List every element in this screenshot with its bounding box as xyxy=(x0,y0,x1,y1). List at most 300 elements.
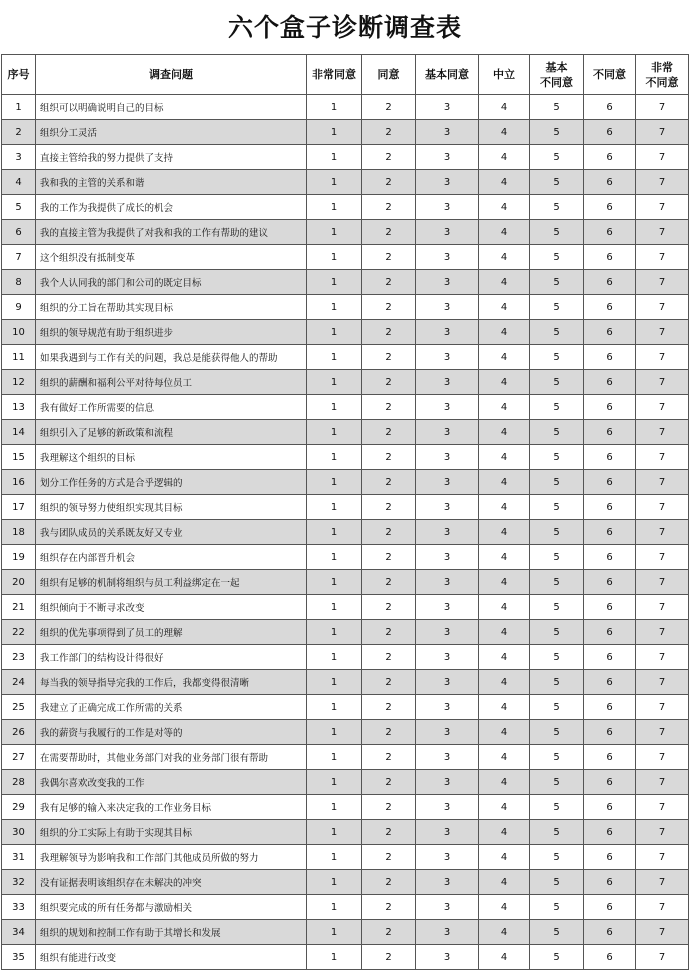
rating-option[interactable]: 1 xyxy=(307,345,362,370)
rating-option[interactable]: 5 xyxy=(530,120,584,145)
rating-option[interactable]: 7 xyxy=(636,195,689,220)
rating-option[interactable]: 1 xyxy=(307,195,362,220)
rating-option[interactable]: 1 xyxy=(307,895,362,920)
rating-option[interactable]: 4 xyxy=(479,595,530,620)
rating-option[interactable]: 1 xyxy=(307,220,362,245)
rating-option[interactable]: 7 xyxy=(636,470,689,495)
rating-option[interactable]: 5 xyxy=(530,545,584,570)
rating-option[interactable]: 3 xyxy=(416,745,479,770)
table-row xyxy=(2,695,689,720)
rating-option[interactable]: 1 xyxy=(307,820,362,845)
rating-option[interactable]: 4 xyxy=(479,620,530,645)
rating-option[interactable]: 6 xyxy=(584,745,636,770)
rating-option[interactable]: 5 xyxy=(530,445,584,470)
rating-option[interactable]: 1 xyxy=(307,945,362,970)
rating-option[interactable]: 4 xyxy=(479,295,530,320)
table-row xyxy=(2,820,689,845)
rating-option[interactable]: 6 xyxy=(584,945,636,970)
rating-option[interactable]: 3 xyxy=(416,870,479,895)
rating-option[interactable]: 3 xyxy=(416,345,479,370)
rating-option[interactable]: 1 xyxy=(307,570,362,595)
rating-option[interactable]: 1 xyxy=(307,770,362,795)
rating-option[interactable]: 2 xyxy=(362,595,416,620)
rating-option[interactable]: 7 xyxy=(636,820,689,845)
table-row xyxy=(2,420,689,445)
row-number: 20 xyxy=(2,570,36,595)
row-number: 1 xyxy=(2,95,36,120)
rating-option[interactable]: 4 xyxy=(479,870,530,895)
rating-option[interactable]: 3 xyxy=(416,395,479,420)
header-row xyxy=(2,55,689,95)
row-number: 28 xyxy=(2,770,36,795)
rating-option[interactable]: 5 xyxy=(530,845,584,870)
rating-option[interactable]: 6 xyxy=(584,95,636,120)
rating-option[interactable]: 4 xyxy=(479,95,530,120)
row-number: 7 xyxy=(2,245,36,270)
rating-option[interactable]: 3 xyxy=(416,270,479,295)
rating-option[interactable]: 7 xyxy=(636,870,689,895)
question-text: 我的工作为我提供了成长的机会 xyxy=(36,195,307,220)
rating-option[interactable]: 6 xyxy=(584,345,636,370)
question-text: 在需要帮助时，其他业务部门对我的业务部门很有帮助 xyxy=(36,745,307,770)
question-text: 组织可以明确说明自己的目标 xyxy=(36,95,307,120)
rating-option[interactable]: 6 xyxy=(584,445,636,470)
table-row xyxy=(2,370,689,395)
rating-option[interactable]: 1 xyxy=(307,520,362,545)
rating-option[interactable]: 2 xyxy=(362,545,416,570)
rating-option[interactable]: 7 xyxy=(636,620,689,645)
rating-option[interactable]: 7 xyxy=(636,920,689,945)
rating-option[interactable]: 1 xyxy=(307,95,362,120)
rating-option[interactable]: 5 xyxy=(530,670,584,695)
rating-option[interactable]: 6 xyxy=(584,270,636,295)
question-text: 组织的分工旨在帮助其实现目标 xyxy=(36,295,307,320)
rating-option[interactable]: 5 xyxy=(530,695,584,720)
rating-option[interactable]: 5 xyxy=(530,370,584,395)
rating-option[interactable]: 3 xyxy=(416,470,479,495)
rating-option[interactable]: 2 xyxy=(362,720,416,745)
rating-option[interactable]: 2 xyxy=(362,220,416,245)
table-row xyxy=(2,770,689,795)
rating-option[interactable]: 3 xyxy=(416,695,479,720)
rating-option[interactable]: 1 xyxy=(307,870,362,895)
rating-option[interactable]: 3 xyxy=(416,795,479,820)
rating-option[interactable]: 5 xyxy=(530,820,584,845)
question-text: 我的直接主管为我提供了对我和我的工作有帮助的建议 xyxy=(36,220,307,245)
rating-option[interactable]: 3 xyxy=(416,445,479,470)
rating-option[interactable]: 1 xyxy=(307,295,362,320)
table-row xyxy=(2,670,689,695)
rating-option[interactable]: 1 xyxy=(307,745,362,770)
rating-option[interactable]: 5 xyxy=(530,195,584,220)
rating-option[interactable]: 5 xyxy=(530,295,584,320)
question-text: 我理解这个组织的目标 xyxy=(36,445,307,470)
question-text: 组织的薪酬和福利公平对待每位员工 xyxy=(36,370,307,395)
rating-option[interactable]: 2 xyxy=(362,570,416,595)
rating-option[interactable]: 4 xyxy=(479,920,530,945)
rating-option[interactable]: 2 xyxy=(362,470,416,495)
rating-option[interactable]: 3 xyxy=(416,195,479,220)
rating-option[interactable]: 4 xyxy=(479,795,530,820)
question-text: 没有证据表明该组织存在未解决的冲突 xyxy=(36,870,307,895)
rating-option[interactable]: 7 xyxy=(636,270,689,295)
rating-option[interactable]: 1 xyxy=(307,695,362,720)
rating-option[interactable]: 7 xyxy=(636,295,689,320)
rating-option[interactable]: 6 xyxy=(584,220,636,245)
table-row xyxy=(2,295,689,320)
rating-option[interactable]: 6 xyxy=(584,395,636,420)
survey-body xyxy=(2,95,689,970)
rating-option[interactable]: 2 xyxy=(362,920,416,945)
rating-option[interactable]: 5 xyxy=(530,495,584,520)
rating-option[interactable]: 3 xyxy=(416,520,479,545)
rating-option[interactable]: 3 xyxy=(416,720,479,745)
row-number: 11 xyxy=(2,345,36,370)
rating-option[interactable]: 4 xyxy=(479,895,530,920)
rating-option[interactable]: 6 xyxy=(584,795,636,820)
rating-option[interactable]: 2 xyxy=(362,195,416,220)
rating-option[interactable]: 1 xyxy=(307,470,362,495)
rating-option[interactable]: 3 xyxy=(416,895,479,920)
rating-option[interactable]: 7 xyxy=(636,720,689,745)
rating-option[interactable]: 1 xyxy=(307,370,362,395)
rating-option[interactable]: 3 xyxy=(416,820,479,845)
column-header: 中立 xyxy=(479,55,530,95)
rating-option[interactable]: 6 xyxy=(584,195,636,220)
rating-option[interactable]: 4 xyxy=(479,420,530,445)
question-text: 组织分工灵活 xyxy=(36,120,307,145)
rating-option[interactable]: 2 xyxy=(362,495,416,520)
rating-option[interactable]: 6 xyxy=(584,620,636,645)
rating-option[interactable]: 1 xyxy=(307,270,362,295)
rating-option[interactable]: 5 xyxy=(530,95,584,120)
rating-option[interactable]: 3 xyxy=(416,295,479,320)
table-row xyxy=(2,570,689,595)
rating-option[interactable]: 6 xyxy=(584,170,636,195)
row-number: 21 xyxy=(2,595,36,620)
rating-option[interactable]: 2 xyxy=(362,520,416,545)
rating-option[interactable]: 2 xyxy=(362,95,416,120)
rating-option[interactable]: 2 xyxy=(362,145,416,170)
rating-option[interactable]: 3 xyxy=(416,545,479,570)
rating-option[interactable]: 4 xyxy=(479,570,530,595)
rating-option[interactable]: 6 xyxy=(584,670,636,695)
row-number: 31 xyxy=(2,845,36,870)
rating-option[interactable]: 7 xyxy=(636,795,689,820)
rating-option[interactable]: 5 xyxy=(530,270,584,295)
rating-option[interactable]: 2 xyxy=(362,895,416,920)
rating-option[interactable]: 2 xyxy=(362,120,416,145)
rating-option[interactable]: 4 xyxy=(479,770,530,795)
rating-option[interactable]: 4 xyxy=(479,195,530,220)
rating-option[interactable]: 4 xyxy=(479,945,530,970)
rating-option[interactable]: 3 xyxy=(416,170,479,195)
rating-option[interactable]: 6 xyxy=(584,570,636,595)
rating-option[interactable]: 7 xyxy=(636,445,689,470)
rating-option[interactable]: 1 xyxy=(307,720,362,745)
rating-option[interactable]: 6 xyxy=(584,595,636,620)
rating-option[interactable]: 1 xyxy=(307,920,362,945)
rating-option[interactable]: 7 xyxy=(636,120,689,145)
rating-option[interactable]: 4 xyxy=(479,245,530,270)
rating-option[interactable]: 1 xyxy=(307,170,362,195)
rating-option[interactable]: 1 xyxy=(307,145,362,170)
rating-option[interactable]: 6 xyxy=(584,845,636,870)
rating-option[interactable]: 1 xyxy=(307,120,362,145)
rating-option[interactable]: 2 xyxy=(362,420,416,445)
rating-option[interactable]: 7 xyxy=(636,495,689,520)
rating-option[interactable]: 4 xyxy=(479,170,530,195)
rating-option[interactable]: 4 xyxy=(479,645,530,670)
rating-option[interactable]: 2 xyxy=(362,320,416,345)
rating-option[interactable]: 3 xyxy=(416,145,479,170)
table-row xyxy=(2,945,689,970)
row-number: 24 xyxy=(2,670,36,695)
rating-option[interactable]: 4 xyxy=(479,470,530,495)
rating-option[interactable]: 2 xyxy=(362,620,416,645)
rating-option[interactable]: 2 xyxy=(362,695,416,720)
question-text: 每当我的领导指导完我的工作后，我都变得很清晰 xyxy=(36,670,307,695)
rating-option[interactable]: 7 xyxy=(636,845,689,870)
rating-option[interactable]: 7 xyxy=(636,170,689,195)
rating-option[interactable]: 6 xyxy=(584,295,636,320)
rating-option[interactable]: 7 xyxy=(636,545,689,570)
row-number: 35 xyxy=(2,945,36,970)
question-text: 组织有足够的机制将组织与员工利益绑定在一起 xyxy=(36,570,307,595)
rating-option[interactable]: 6 xyxy=(584,770,636,795)
rating-option[interactable]: 5 xyxy=(530,595,584,620)
rating-option[interactable]: 6 xyxy=(584,820,636,845)
rating-option[interactable]: 7 xyxy=(636,770,689,795)
rating-option[interactable]: 1 xyxy=(307,420,362,445)
rating-option[interactable]: 5 xyxy=(530,920,584,945)
rating-option[interactable]: 2 xyxy=(362,345,416,370)
rating-option[interactable]: 2 xyxy=(362,770,416,795)
rating-option[interactable]: 1 xyxy=(307,620,362,645)
rating-option[interactable]: 6 xyxy=(584,145,636,170)
rating-option[interactable]: 6 xyxy=(584,545,636,570)
rating-option[interactable]: 7 xyxy=(636,645,689,670)
rating-option[interactable]: 3 xyxy=(416,95,479,120)
rating-option[interactable]: 3 xyxy=(416,645,479,670)
rating-option[interactable]: 2 xyxy=(362,820,416,845)
rating-option[interactable]: 3 xyxy=(416,120,479,145)
rating-option[interactable]: 1 xyxy=(307,645,362,670)
rating-option[interactable]: 6 xyxy=(584,895,636,920)
rating-option[interactable]: 5 xyxy=(530,770,584,795)
rating-option[interactable]: 6 xyxy=(584,695,636,720)
page-title: 六个盒子诊断调查表 xyxy=(227,13,462,42)
rating-option[interactable]: 1 xyxy=(307,445,362,470)
rating-option[interactable]: 3 xyxy=(416,845,479,870)
rating-option[interactable]: 4 xyxy=(479,320,530,345)
row-number: 34 xyxy=(2,920,36,945)
column-header: 基本 不同意 xyxy=(530,55,584,95)
rating-option[interactable]: 7 xyxy=(636,95,689,120)
rating-option[interactable]: 7 xyxy=(636,320,689,345)
rating-option[interactable]: 4 xyxy=(479,820,530,845)
rating-option[interactable]: 2 xyxy=(362,245,416,270)
rating-option[interactable]: 4 xyxy=(479,745,530,770)
rating-option[interactable]: 5 xyxy=(530,345,584,370)
rating-option[interactable]: 2 xyxy=(362,395,416,420)
rating-option[interactable]: 7 xyxy=(636,670,689,695)
question-text: 组织的规划和控制工作有助于其增长和发展 xyxy=(36,920,307,945)
row-number: 23 xyxy=(2,645,36,670)
table-row xyxy=(2,795,689,820)
rating-option[interactable]: 2 xyxy=(362,295,416,320)
rating-option[interactable]: 7 xyxy=(636,245,689,270)
rating-option[interactable]: 6 xyxy=(584,920,636,945)
question-text: 我理解领导为影响我和工作部门其他成员所做的努力 xyxy=(36,845,307,870)
rating-option[interactable]: 5 xyxy=(530,520,584,545)
rating-option[interactable]: 4 xyxy=(479,845,530,870)
rating-option[interactable]: 4 xyxy=(479,120,530,145)
rating-option[interactable]: 6 xyxy=(584,495,636,520)
rating-option[interactable]: 5 xyxy=(530,570,584,595)
rating-option[interactable]: 7 xyxy=(636,395,689,420)
table-row xyxy=(2,495,689,520)
rating-option[interactable]: 4 xyxy=(479,445,530,470)
rating-option[interactable]: 6 xyxy=(584,245,636,270)
rating-option[interactable]: 4 xyxy=(479,720,530,745)
rating-option[interactable]: 1 xyxy=(307,595,362,620)
rating-option[interactable]: 7 xyxy=(636,695,689,720)
rating-option[interactable]: 7 xyxy=(636,895,689,920)
rating-option[interactable]: 6 xyxy=(584,420,636,445)
rating-option[interactable]: 3 xyxy=(416,245,479,270)
question-text: 我与团队成员的关系既友好又专业 xyxy=(36,520,307,545)
rating-option[interactable]: 6 xyxy=(584,370,636,395)
rating-option[interactable]: 4 xyxy=(479,345,530,370)
rating-option[interactable]: 7 xyxy=(636,595,689,620)
rating-option[interactable]: 4 xyxy=(479,220,530,245)
rating-option[interactable]: 1 xyxy=(307,845,362,870)
rating-option[interactable]: 5 xyxy=(530,620,584,645)
rating-option[interactable]: 4 xyxy=(479,370,530,395)
rating-option[interactable]: 3 xyxy=(416,370,479,395)
rating-option[interactable]: 4 xyxy=(479,495,530,520)
rating-option[interactable]: 2 xyxy=(362,795,416,820)
rating-option[interactable]: 7 xyxy=(636,145,689,170)
rating-option[interactable]: 3 xyxy=(416,495,479,520)
rating-option[interactable]: 5 xyxy=(530,145,584,170)
rating-option[interactable]: 5 xyxy=(530,745,584,770)
rating-option[interactable]: 7 xyxy=(636,345,689,370)
rating-option[interactable]: 7 xyxy=(636,520,689,545)
row-number: 10 xyxy=(2,320,36,345)
rating-option[interactable]: 2 xyxy=(362,845,416,870)
rating-option[interactable]: 7 xyxy=(636,420,689,445)
rating-option[interactable]: 3 xyxy=(416,595,479,620)
rating-option[interactable]: 5 xyxy=(530,470,584,495)
rating-option[interactable]: 2 xyxy=(362,870,416,895)
rating-option[interactable]: 4 xyxy=(479,545,530,570)
rating-option[interactable]: 5 xyxy=(530,170,584,195)
rating-option[interactable]: 7 xyxy=(636,745,689,770)
rating-option[interactable]: 1 xyxy=(307,545,362,570)
rating-option[interactable]: 3 xyxy=(416,620,479,645)
rating-option[interactable]: 2 xyxy=(362,170,416,195)
rating-option[interactable]: 6 xyxy=(584,720,636,745)
rating-option[interactable]: 5 xyxy=(530,795,584,820)
rating-option[interactable]: 1 xyxy=(307,670,362,695)
rating-option[interactable]: 6 xyxy=(584,645,636,670)
rating-option[interactable]: 4 xyxy=(479,270,530,295)
rating-option[interactable]: 2 xyxy=(362,670,416,695)
row-number: 30 xyxy=(2,820,36,845)
rating-option[interactable]: 3 xyxy=(416,770,479,795)
rating-option[interactable]: 3 xyxy=(416,220,479,245)
rating-option[interactable]: 3 xyxy=(416,945,479,970)
rating-option[interactable]: 5 xyxy=(530,220,584,245)
rating-option[interactable]: 5 xyxy=(530,945,584,970)
row-number: 15 xyxy=(2,445,36,470)
rating-option[interactable]: 6 xyxy=(584,470,636,495)
rating-option[interactable]: 4 xyxy=(479,520,530,545)
rating-option[interactable]: 5 xyxy=(530,720,584,745)
rating-option[interactable]: 7 xyxy=(636,945,689,970)
question-text: 划分工作任务的方式是合乎逻辑的 xyxy=(36,470,307,495)
rating-option[interactable]: 4 xyxy=(479,670,530,695)
rating-option[interactable]: 5 xyxy=(530,245,584,270)
rating-option[interactable]: 5 xyxy=(530,420,584,445)
rating-option[interactable]: 4 xyxy=(479,395,530,420)
rating-option[interactable]: 1 xyxy=(307,395,362,420)
rating-option[interactable]: 1 xyxy=(307,795,362,820)
rating-option[interactable]: 6 xyxy=(584,870,636,895)
rating-option[interactable]: 5 xyxy=(530,395,584,420)
rating-option[interactable]: 7 xyxy=(636,370,689,395)
rating-option[interactable]: 2 xyxy=(362,270,416,295)
table-row xyxy=(2,520,689,545)
rating-option[interactable]: 3 xyxy=(416,570,479,595)
column-header: 不同意 xyxy=(584,55,636,95)
rating-option[interactable]: 3 xyxy=(416,420,479,445)
rating-option[interactable]: 6 xyxy=(584,120,636,145)
rating-option[interactable]: 5 xyxy=(530,895,584,920)
rating-option[interactable]: 3 xyxy=(416,670,479,695)
rating-option[interactable]: 1 xyxy=(307,495,362,520)
table-row xyxy=(2,720,689,745)
rating-option[interactable]: 3 xyxy=(416,320,479,345)
rating-option[interactable]: 7 xyxy=(636,220,689,245)
rating-option[interactable]: 2 xyxy=(362,645,416,670)
rating-option[interactable]: 6 xyxy=(584,320,636,345)
rating-option[interactable]: 1 xyxy=(307,245,362,270)
table-row xyxy=(2,745,689,770)
rating-option[interactable]: 4 xyxy=(479,145,530,170)
row-number: 25 xyxy=(2,695,36,720)
rating-option[interactable]: 3 xyxy=(416,920,479,945)
row-number: 26 xyxy=(2,720,36,745)
rating-option[interactable]: 6 xyxy=(584,520,636,545)
rating-option[interactable]: 5 xyxy=(530,645,584,670)
rating-option[interactable]: 7 xyxy=(636,570,689,595)
question-text: 组织倾向于不断寻求改变 xyxy=(36,595,307,620)
rating-option[interactable]: 2 xyxy=(362,945,416,970)
rating-option[interactable]: 2 xyxy=(362,445,416,470)
rating-option[interactable]: 1 xyxy=(307,320,362,345)
row-number: 33 xyxy=(2,895,36,920)
row-number: 19 xyxy=(2,545,36,570)
row-number: 4 xyxy=(2,170,36,195)
rating-option[interactable]: 2 xyxy=(362,745,416,770)
rating-option[interactable]: 2 xyxy=(362,370,416,395)
rating-option[interactable]: 5 xyxy=(530,870,584,895)
rating-option[interactable]: 5 xyxy=(530,320,584,345)
rating-option[interactable]: 4 xyxy=(479,695,530,720)
